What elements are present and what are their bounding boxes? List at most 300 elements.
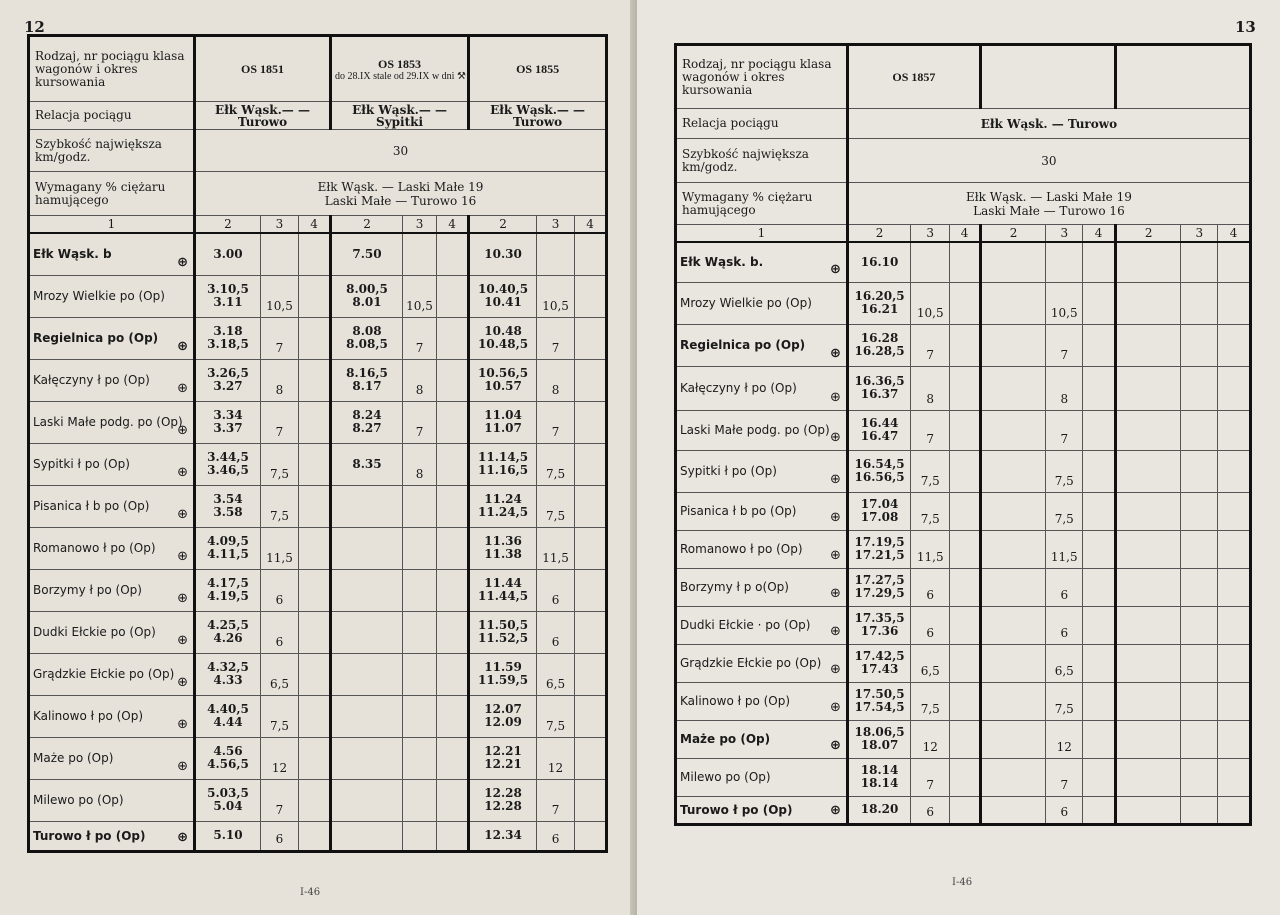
station-facility-icon: ⊕: [829, 345, 841, 361]
station-label: Kałęczyny ł po (Op): [680, 381, 797, 395]
departure-time: 4.11,5: [207, 547, 249, 561]
distance-cell: 7: [1046, 758, 1083, 796]
distance-cell: 6: [261, 611, 299, 653]
header-speed: Szybkość największa km/godz.: [676, 139, 848, 183]
departure-time: 16.56,5: [854, 470, 905, 484]
time-cell: [195, 401, 261, 443]
empty-cell: [575, 737, 607, 779]
distance-cell: 10,5: [537, 275, 575, 317]
departure-time: 10.41: [484, 295, 522, 309]
distance-cell: 7,5: [911, 682, 950, 720]
empty-cell: [980, 720, 1045, 758]
station-row: [676, 410, 1251, 450]
station-row: [676, 644, 1251, 682]
time-cell: 8.35: [331, 443, 403, 485]
arrival-time: 5.03,5: [207, 786, 249, 800]
station-label: Regielnica po (Op): [33, 331, 159, 345]
column-index-cell: 2: [1115, 225, 1180, 243]
distance-cell: 6: [911, 796, 950, 824]
empty-cell: [437, 527, 469, 569]
column-index-cell: 2: [195, 216, 261, 234]
time-cell: [331, 779, 403, 821]
arrival-time: 4.25,5: [207, 618, 249, 632]
departure-time: 8.17: [352, 379, 382, 393]
time-cell: [469, 569, 537, 611]
empty-cell: [299, 611, 331, 653]
empty-cell: [1181, 282, 1218, 324]
departure-time: 11.52,5: [478, 631, 529, 645]
train-os1857-header: OS 1857: [847, 45, 980, 109]
arrival-time: 11.36: [484, 534, 522, 548]
station-facility-icon: ⊕: [177, 758, 188, 774]
distance-cell: 6: [1046, 796, 1083, 824]
distance-cell: 11,5: [537, 527, 575, 569]
station-facility-icon: ⊕: [829, 471, 841, 487]
time-cell: [331, 653, 403, 695]
empty-cell: [950, 492, 981, 530]
departure-time: 12.28: [484, 799, 522, 813]
empty-cell: [575, 359, 607, 401]
arrival-time: 16.54,5: [854, 457, 905, 471]
arrival-time: 3.44,5: [207, 450, 249, 464]
column-index-cell: 4: [1218, 225, 1251, 243]
station-name: [676, 366, 848, 410]
empty-cell: [1083, 492, 1116, 530]
distance-cell: 7: [537, 401, 575, 443]
empty-cell: [980, 644, 1045, 682]
empty-cell: [1083, 606, 1116, 644]
station-label: Turowo ł po (Op): [33, 828, 146, 843]
distance-cell: 6,5: [261, 653, 299, 695]
empty-cell: [1083, 720, 1116, 758]
distance-cell: 6,5: [537, 653, 575, 695]
empty-cell: [1115, 758, 1180, 796]
distance-cell: 7,5: [537, 443, 575, 485]
time-cell: [469, 611, 537, 653]
station-facility-icon: ⊕: [829, 623, 841, 639]
time-cell: 3.00: [195, 233, 261, 275]
station-facility-icon: ⊕: [177, 674, 188, 690]
speed-value: 30: [195, 130, 607, 172]
departure-time: 3.46,5: [207, 463, 249, 477]
distance-cell: 8: [403, 443, 437, 485]
time-cell: [195, 485, 261, 527]
empty-cell: [1181, 410, 1218, 450]
time-cell: [847, 720, 910, 758]
station-label: Pisanica ł b po (Op): [680, 504, 797, 518]
right-timetable: [674, 43, 1252, 826]
station-name: [29, 233, 195, 275]
departure-time: 17.36: [860, 624, 899, 638]
station-label: Ełk Wąsk. b: [33, 247, 112, 262]
distance-cell: 7: [537, 317, 575, 359]
empty-cell: [950, 366, 981, 410]
departure-time: 4.26: [213, 631, 243, 645]
distance-cell: 11,5: [911, 530, 950, 568]
empty-cell: [299, 527, 331, 569]
time-cell: [469, 485, 537, 527]
departure-time: 3.58: [213, 505, 243, 519]
empty-cell: [299, 359, 331, 401]
distance-cell: [403, 779, 437, 821]
time-cell: [469, 317, 537, 359]
empty-cell: [980, 796, 1045, 824]
station-label: Kalinowo ł po (Op): [680, 694, 791, 708]
station-name: [29, 695, 195, 737]
time-cell: [195, 317, 261, 359]
time-cell: [195, 653, 261, 695]
column-index-cell: 2: [980, 225, 1045, 243]
time-cell: [469, 443, 537, 485]
departure-time: 18.14: [860, 776, 899, 790]
time-cell: [847, 530, 910, 568]
station-label: Turowo ł po (Op): [680, 802, 793, 817]
arrival-time: 4.56: [213, 744, 243, 758]
empty-cell: [575, 275, 607, 317]
station-row: [29, 527, 607, 569]
distance-cell: [537, 233, 575, 275]
time-cell: 16.10: [847, 242, 910, 282]
column-index-cell: 4: [950, 225, 981, 243]
empty-cell: [950, 530, 981, 568]
station-name: [29, 443, 195, 485]
arrival-time: 17.27,5: [854, 573, 905, 587]
empty-cell: [980, 606, 1045, 644]
empty-cell: [575, 653, 607, 695]
empty-cell: [1115, 682, 1180, 720]
station-row: [29, 317, 607, 359]
station-name: [29, 485, 195, 527]
station-row: [29, 695, 607, 737]
relation-os1857: Ełk Wąsk. — Turowo: [847, 109, 1250, 139]
empty-cell: [575, 527, 607, 569]
distance-cell: 7: [911, 324, 950, 366]
empty-cell: [1083, 682, 1116, 720]
empty-cell: [1218, 282, 1251, 324]
station-label: Ełk Wąsk. b.: [680, 255, 764, 270]
header-train-kind: Rodzaj, nr pociągu klasa wagonów i okres kursowania: [676, 45, 848, 109]
empty-cell: [299, 275, 331, 317]
departure-time: 11.38: [484, 547, 522, 561]
departure-time: 3.37: [213, 421, 243, 435]
empty-cell: [1181, 568, 1218, 606]
column-index-cell: 3: [911, 225, 950, 243]
empty-cell: [1218, 758, 1251, 796]
empty-cell: [575, 821, 607, 851]
distance-cell: 7: [911, 410, 950, 450]
empty-cell: [1083, 366, 1116, 410]
station-row: [676, 720, 1251, 758]
distance-cell: 7,5: [261, 443, 299, 485]
empty-cell: [1083, 282, 1116, 324]
empty-cell: [1181, 366, 1218, 410]
distance-cell: 7,5: [1046, 492, 1083, 530]
header-brake: Wymagany % ciężaru hamującego: [29, 172, 195, 216]
station-facility-icon: ⊕: [177, 380, 188, 396]
empty-cell: [437, 695, 469, 737]
departure-time: 11.59,5: [478, 673, 529, 687]
arrival-time: 4.40,5: [207, 702, 249, 716]
station-name: [29, 359, 195, 401]
time-cell: [331, 401, 403, 443]
empty-cell: [950, 410, 981, 450]
time-cell: [847, 568, 910, 606]
distance-cell: 7,5: [911, 450, 950, 492]
empty-cell: [1083, 758, 1116, 796]
station-facility-icon: ⊕: [829, 547, 841, 563]
distance-cell: 7,5: [1046, 450, 1083, 492]
departure-time: 3.18,5: [207, 337, 249, 351]
station-name: [29, 779, 195, 821]
distance-cell: 7,5: [537, 485, 575, 527]
arrival-time: 8.00,5: [346, 282, 388, 296]
station-row: [676, 450, 1251, 492]
departure-time: 3.11: [213, 295, 243, 309]
departure-time: 11.07: [484, 421, 522, 435]
station-row: [29, 443, 607, 485]
empty-cell: [437, 401, 469, 443]
station-facility-icon: ⊕: [177, 464, 188, 480]
column-index-cell: 3: [403, 216, 437, 234]
empty-cell: [980, 568, 1045, 606]
empty-cell: [1181, 644, 1218, 682]
station-label: Grądzkie Ełckie po (Op): [680, 656, 822, 670]
departure-time: 16.37: [860, 387, 899, 401]
station-row: [676, 242, 1251, 282]
departure-time: 12.21: [484, 757, 522, 771]
time-cell: [331, 359, 403, 401]
station-row: [29, 821, 607, 851]
station-facility-icon: ⊕: [829, 699, 841, 715]
station-name: [29, 821, 195, 851]
station-row: [29, 569, 607, 611]
time-cell: [331, 821, 403, 851]
footer-code-right: I-46: [952, 877, 973, 888]
distance-cell: [403, 233, 437, 275]
empty-cell: [299, 653, 331, 695]
distance-cell: 10,5: [261, 275, 299, 317]
arrival-time: 10.40,5: [478, 282, 529, 296]
time-cell: [195, 569, 261, 611]
station-facility-icon: ⊕: [177, 590, 188, 606]
empty-cell: [950, 796, 981, 824]
station-row: [676, 682, 1251, 720]
empty-cell: [950, 682, 981, 720]
arrival-time: 3.18: [213, 324, 243, 338]
station-facility-icon: ⊕: [177, 338, 188, 354]
departure-time: 10.48,5: [478, 337, 529, 351]
station-label: Kałęczyny ł po (Op): [33, 373, 150, 387]
column-index-cell: 3: [1181, 225, 1218, 243]
column-index-cell: 3: [1046, 225, 1083, 243]
empty-cell: [1115, 530, 1180, 568]
station-name: [29, 569, 195, 611]
distance-cell: 6: [911, 568, 950, 606]
time-cell: [469, 737, 537, 779]
time-cell: [469, 779, 537, 821]
empty-cell: [575, 485, 607, 527]
departure-time: 17.29,5: [854, 586, 905, 600]
distance-cell: 6: [911, 606, 950, 644]
station-label: Grądzkie Ełckie po (Op): [33, 667, 175, 681]
arrival-time: 11.14,5: [478, 450, 529, 464]
train-os1853-header: OS 1853 do 28.IX stale od 29.IX w dni ⚒: [331, 36, 469, 102]
train-os1851-header: OS 1851: [195, 36, 331, 102]
departure-time: 11.24,5: [478, 505, 529, 519]
distance-cell: 12: [1046, 720, 1083, 758]
empty-cell: [950, 450, 981, 492]
station-name: [676, 282, 848, 324]
departure-time: 18.07: [860, 738, 899, 752]
station-label: Laski Małe podg. po (Op): [680, 423, 830, 437]
arrival-time: 3.34: [213, 408, 243, 422]
empty-cell: [437, 611, 469, 653]
right-page: [637, 0, 1280, 915]
departure-time: 4.33: [213, 673, 243, 687]
column-index-cell: 4: [437, 216, 469, 234]
station-label: Sypitki ł po (Op): [33, 457, 130, 471]
station-name: [676, 758, 848, 796]
header-relation: Relacja pociągu: [29, 102, 195, 130]
departure-time: 4.44: [213, 715, 243, 729]
time-cell: [469, 401, 537, 443]
arrival-time: 11.59: [484, 660, 522, 674]
station-name: [676, 324, 848, 366]
station-name: [676, 720, 848, 758]
distance-cell: 7,5: [1046, 682, 1083, 720]
brake-values: Ełk Wąsk. — Laski Małe 19 Laski Małe — Turowo 16: [847, 183, 1250, 225]
empty-cell: [1115, 644, 1180, 682]
station-row: [676, 366, 1251, 410]
time-cell: [469, 527, 537, 569]
empty-cell: [980, 450, 1045, 492]
empty-cell: [1115, 720, 1180, 758]
station-row: [676, 568, 1251, 606]
station-name: [676, 796, 848, 824]
station-row: [676, 796, 1251, 824]
empty-cell: [437, 359, 469, 401]
brake-values: Ełk Wąsk. — Laski Małe 19 Laski Małe — Turowo 16: [195, 172, 607, 216]
distance-cell: 10,5: [1046, 282, 1083, 324]
distance-cell: [261, 233, 299, 275]
station-row: [29, 233, 607, 275]
station-label: Regielnica po (Op): [680, 338, 806, 352]
column-index-cell: 4: [299, 216, 331, 234]
empty-cell: [1083, 568, 1116, 606]
distance-cell: 7,5: [537, 695, 575, 737]
station-row: [29, 653, 607, 695]
station-row: [676, 758, 1251, 796]
empty-cell: [1115, 796, 1180, 824]
arrival-time: 18.14: [860, 763, 899, 777]
station-facility-icon: ⊕: [177, 548, 188, 564]
empty-cell: [575, 401, 607, 443]
station-label: Laski Małe podg. po (Op): [33, 415, 183, 429]
time-cell: [847, 410, 910, 450]
arrival-time: 12.07: [484, 702, 522, 716]
arrival-time: 8.24: [352, 408, 382, 422]
distance-cell: 8: [403, 359, 437, 401]
arrival-time: 3.10,5: [207, 282, 249, 296]
station-facility-icon: ⊕: [829, 585, 841, 601]
empty-cell: [1218, 682, 1251, 720]
station-label: Sypitki ł po (Op): [680, 464, 777, 478]
empty-cell: [1218, 720, 1251, 758]
empty-cell: [1083, 796, 1116, 824]
empty-cell: [1083, 410, 1116, 450]
departure-time: 8.01: [352, 295, 382, 309]
distance-cell: [1046, 242, 1083, 282]
empty-cell: [950, 606, 981, 644]
time-cell: 5.10: [195, 821, 261, 851]
distance-cell: 8: [911, 366, 950, 410]
train-os1855-header: OS 1855: [469, 36, 607, 102]
empty-cell: [950, 720, 981, 758]
time-cell: [195, 275, 261, 317]
departure-time: 17.43: [860, 662, 899, 676]
empty-cell: [1083, 324, 1116, 366]
station-label: Milewo po (Op): [680, 770, 771, 784]
empty-cell: [1181, 530, 1218, 568]
time-cell: [847, 366, 910, 410]
empty-train-column: [980, 45, 1115, 109]
empty-cell: [1115, 282, 1180, 324]
distance-cell: [403, 485, 437, 527]
empty-cell: [1181, 492, 1218, 530]
column-index-cell: 1: [676, 225, 848, 243]
empty-cell: [1181, 682, 1218, 720]
column-index-cell: 3: [537, 216, 575, 234]
station-facility-icon: ⊕: [177, 632, 188, 648]
arrival-time: 17.42,5: [854, 649, 905, 663]
distance-cell: 7,5: [911, 492, 950, 530]
empty-cell: [980, 530, 1045, 568]
empty-cell: [1083, 450, 1116, 492]
arrival-time: 11.44: [484, 576, 522, 590]
empty-cell: [1115, 450, 1180, 492]
station-facility-icon: ⊕: [829, 802, 841, 818]
empty-cell: [1218, 324, 1251, 366]
station-facility-icon: ⊕: [829, 661, 841, 677]
empty-cell: [575, 233, 607, 275]
time-cell: [195, 611, 261, 653]
empty-cell: [1218, 796, 1251, 824]
station-facility-icon: ⊕: [177, 506, 188, 522]
station-label: Mrozy Wielkie po (Op): [680, 296, 812, 310]
empty-cell: [437, 569, 469, 611]
station-name: [676, 410, 848, 450]
empty-cell: [1115, 606, 1180, 644]
time-cell: [331, 611, 403, 653]
empty-cell: [299, 821, 331, 851]
station-name: [676, 492, 848, 530]
empty-cell: [1181, 324, 1218, 366]
station-label: Mrozy Wielkie po (Op): [33, 289, 165, 303]
station-row: [29, 485, 607, 527]
station-name: [676, 644, 848, 682]
empty-cell: [437, 317, 469, 359]
station-facility-icon: ⊕: [829, 261, 841, 277]
arrival-time: 16.44: [860, 416, 899, 430]
empty-cell: [1115, 366, 1180, 410]
empty-cell: [950, 568, 981, 606]
time-cell: [331, 275, 403, 317]
distance-cell: 6,5: [911, 644, 950, 682]
arrival-time: 12.28: [484, 786, 522, 800]
empty-cell: [299, 401, 331, 443]
departure-time: 4.19,5: [207, 589, 249, 603]
distance-cell: 7: [261, 317, 299, 359]
